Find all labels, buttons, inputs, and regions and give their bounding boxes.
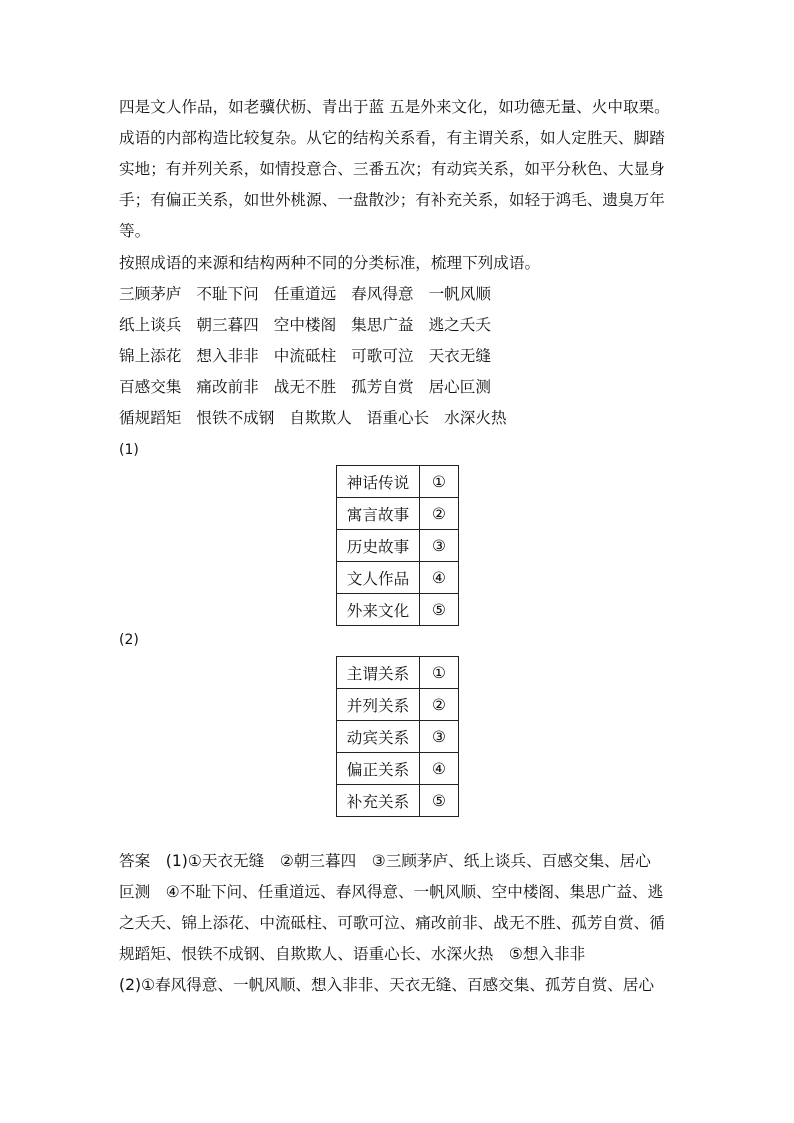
category-name: 历史故事 <box>337 530 420 562</box>
category-number: ④ <box>420 753 459 785</box>
idiom: 语重心长 <box>366 409 430 427</box>
category-name: 神话传说 <box>337 466 420 498</box>
idiom: 逃之夭夭 <box>428 316 491 334</box>
intro-line-2: 成语的内部构造比较复杂。从它的结构关系看，有主谓关系，如人定胜天、脚踏 <box>119 129 665 147</box>
answer-line-3: 之夭夭、锦上添花、中流砥柱、可歌可泣、痛改前非、战无不胜、孤芳自赏、循 <box>119 914 665 932</box>
table-row <box>337 721 459 753</box>
answer-line-1: 答案 (1)①天衣无缝 ②朝三暮四 ③三顾茅庐、纸上谈兵、百感交集、居心 <box>119 852 651 870</box>
idiom: 锦上添花 <box>119 347 182 365</box>
category-number: ① <box>420 657 459 689</box>
category-number: ⑤ <box>420 594 459 626</box>
idiom-row-3 <box>119 346 506 366</box>
idiom: 水深火热 <box>444 409 507 427</box>
category-number: ② <box>420 498 459 530</box>
category-number: ⑤ <box>420 785 459 817</box>
idiom-row-4 <box>119 377 506 397</box>
category-name: 偏正关系 <box>337 753 420 785</box>
table-row <box>337 689 459 721</box>
table2-label: (2) <box>119 632 139 648</box>
category-name: 补充关系 <box>337 785 420 817</box>
idiom-row-5 <box>119 408 522 428</box>
idiom: 任重道远 <box>273 285 337 303</box>
idiom: 中流砥柱 <box>273 347 337 365</box>
source-category-table <box>336 465 459 626</box>
idiom: 一帆风顺 <box>428 285 491 303</box>
idiom-row-2 <box>119 315 506 335</box>
idiom: 空中楼阁 <box>273 316 337 334</box>
intro-line-1: 四是文人作品，如老骥伏枥、青出于蓝 五是外来文化，如功德无量、火中取栗。 <box>119 98 670 116</box>
table-row <box>337 466 459 498</box>
idiom: 可歌可泣 <box>351 347 414 365</box>
table-row <box>337 562 459 594</box>
idiom: 自欺欺人 <box>289 409 352 427</box>
answer-line-4: 规蹈矩、恨铁不成钢、自欺欺人、语重心长、水深火热 ⑤想入非非 <box>119 945 586 963</box>
category-name: 并列关系 <box>337 689 420 721</box>
idiom: 不耻下问 <box>196 285 259 303</box>
category-name: 主谓关系 <box>337 657 420 689</box>
idiom: 天衣无缝 <box>428 347 491 365</box>
structure-category-table <box>336 656 459 817</box>
category-number: ④ <box>420 562 459 594</box>
idiom-row-1 <box>119 284 506 304</box>
idiom: 居心叵测 <box>428 378 491 396</box>
category-name: 文人作品 <box>337 562 420 594</box>
answer-line-2: 叵测 ④不耻下问、任重道远、春风得意、一帆风顺、空中楼阁、集思广益、逃 <box>119 883 664 901</box>
idiom: 朝三暮四 <box>196 316 259 334</box>
idiom: 恨铁不成钢 <box>196 409 275 427</box>
idiom: 三顾茅庐 <box>119 285 182 303</box>
idiom: 纸上谈兵 <box>119 316 182 334</box>
table-row <box>337 785 459 817</box>
idiom: 孤芳自赏 <box>351 378 414 396</box>
category-name: 动宾关系 <box>337 721 420 753</box>
table-row <box>337 530 459 562</box>
table-row <box>337 657 459 689</box>
idiom: 战无不胜 <box>273 378 337 396</box>
idiom: 循规蹈矩 <box>119 409 182 427</box>
idiom: 想入非非 <box>196 347 259 365</box>
idiom: 痛改前非 <box>196 378 259 396</box>
category-number: ③ <box>420 530 459 562</box>
table-row <box>337 498 459 530</box>
category-number: ③ <box>420 721 459 753</box>
category-name: 寓言故事 <box>337 498 420 530</box>
table1-label: (1) <box>119 442 139 458</box>
instruction-line: 按照成语的来源和结构两种不同的分类标准，梳理下列成语。 <box>119 254 541 272</box>
category-name: 外来文化 <box>337 594 420 626</box>
answer-line-5: (2)①春风得意、一帆风顺、想入非非、天衣无缝、百感交集、孤芳自赏、居心 <box>119 976 655 994</box>
idiom: 百感交集 <box>119 378 182 396</box>
table-row <box>337 753 459 785</box>
intro-line-4: 手；有偏正关系，如世外桃源、一盘散沙；有补充关系，如轻于鸿毛、遗臭万年 <box>119 191 665 209</box>
category-number: ① <box>420 466 459 498</box>
intro-line-5: 等。 <box>119 222 151 240</box>
idiom: 春风得意 <box>351 285 414 303</box>
category-number: ② <box>420 689 459 721</box>
idiom: 集思广益 <box>351 316 414 334</box>
intro-line-3: 实地；有并列关系，如情投意合、三番五次；有动宾关系，如平分秋色、大显身 <box>119 160 665 178</box>
table-row <box>337 594 459 626</box>
